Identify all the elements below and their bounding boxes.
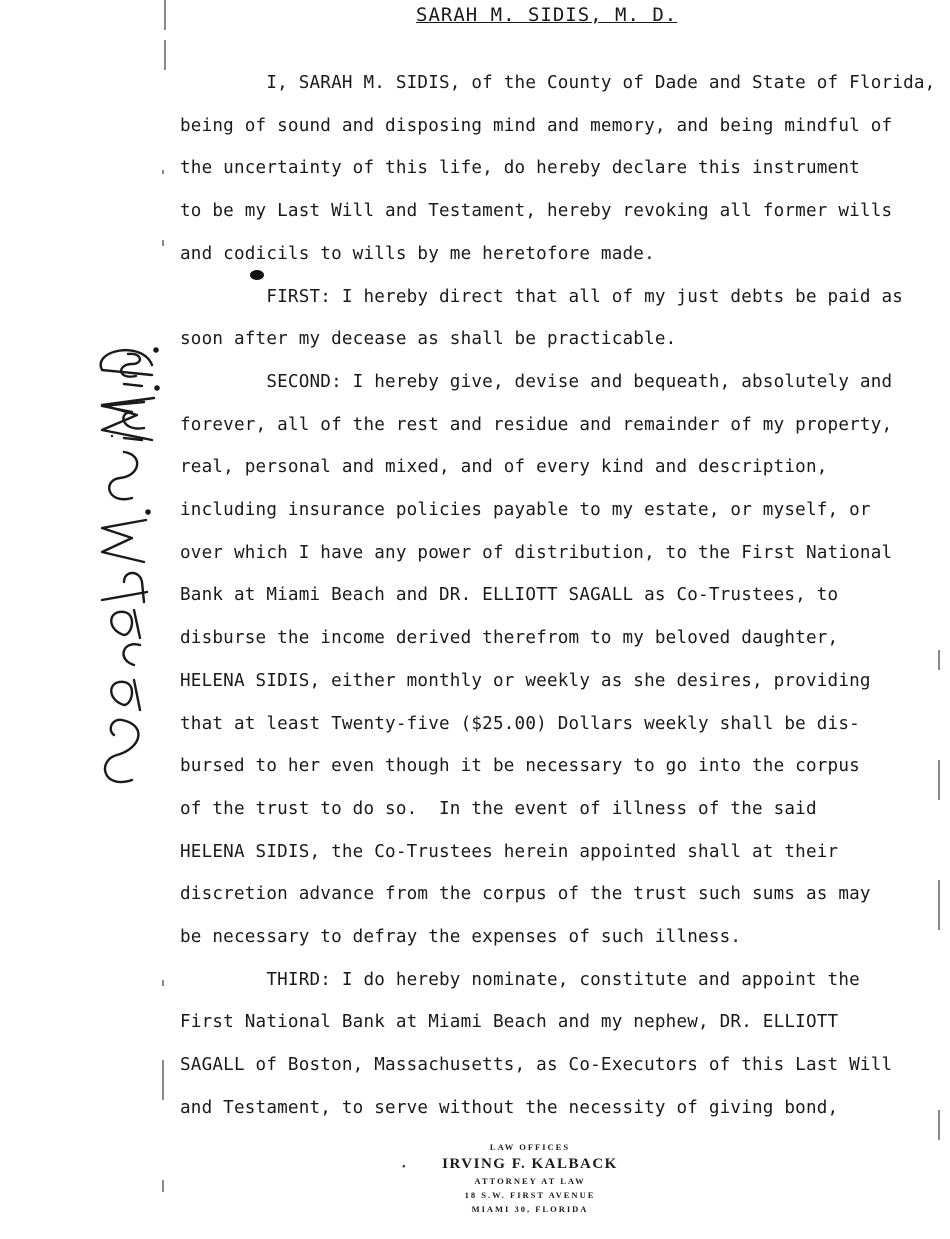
attorney-title: ATTORNEY AT LAW [474,1176,586,1186]
text-line: HELENA SIDIS, either monthly or weekly as she desires, providing [180,670,871,691]
text-line: forever, all of the rest and residue and remainder of my property, [180,414,893,435]
attorney-name: IRVING F. KALBACK [442,1156,618,1172]
text-line: HELENA SIDIS, the Co-Trustees herein appointed shall at their [180,841,839,862]
text-line: including insurance policies payable to my estate, or myself, or [180,500,871,521]
text-line: FIRST: I hereby direct that all of my just debts be paid as [180,286,904,307]
address-street: 18 S.W. FIRST AVENUE [464,1190,596,1200]
address-city: MIAMI 30, FLORIDA [471,1204,589,1214]
text-line: of the trust to do so. In the event of illness of the said [180,798,817,819]
text-line: I, SARAH M. SIDIS, of the County of Dade and State of Florida, [180,73,936,93]
handwritten-signature [62,320,182,790]
text-line: the uncertainty of this life, do hereby declare this instrument [180,158,860,179]
text-line: SECOND: I hereby give, devise and bequeath, absolutely and [180,371,893,392]
text-line: and Testament, to serve without the necessity of giving bond, [180,1097,839,1118]
text-line: First National Bank at Miami Beach and my nephew, DR. ELLIOTT [180,1012,839,1033]
text-line: over which I have any power of distribution, to the First National [180,542,893,563]
signature-drawing [62,320,182,790]
text-line: soon after my decease as shall be practicable. [180,329,677,350]
document-header-title: SARAH M. SIDIS, M. D. [416,4,678,26]
text-line: be necessary to defray the expenses of such illness. [180,927,742,948]
law-office-footer [380,1140,680,1216]
text-line: real, personal and mixed, and of every kind and description, [180,457,828,478]
text-line: disburse the income derived therefrom to my beloved daughter, [180,628,839,649]
text-line: bursed to her even though it be necessary to go into the corpus [180,756,860,777]
footer-dot: • [402,1162,406,1173]
text-line: THIRD: I do hereby nominate, constitute and appoint the [180,969,860,990]
text-line: and codicils to wills by me heretofore made. [180,243,655,264]
text-line: to be my Last Will and Testament, hereby revoking all former wills [180,201,893,222]
law-offices-label: LAW OFFICES [489,1142,571,1152]
text-line: Bank at Miami Beach and DR. ELLIOTT SAGALL as Co-Trustees, to [180,585,839,606]
text-line: being of sound and disposing mind and memory, and being mindful of [180,115,893,136]
text-line: that at least Twenty-five ($25.00) Dollars weekly shall be dis- [180,713,860,734]
text-line: SAGALL of Boston, Massachusetts, as Co-Executors of this Last Will [180,1055,893,1076]
will-body-text [180,62,940,1130]
text-line: discretion advance from the corpus of the trust such sums as may [180,884,871,905]
